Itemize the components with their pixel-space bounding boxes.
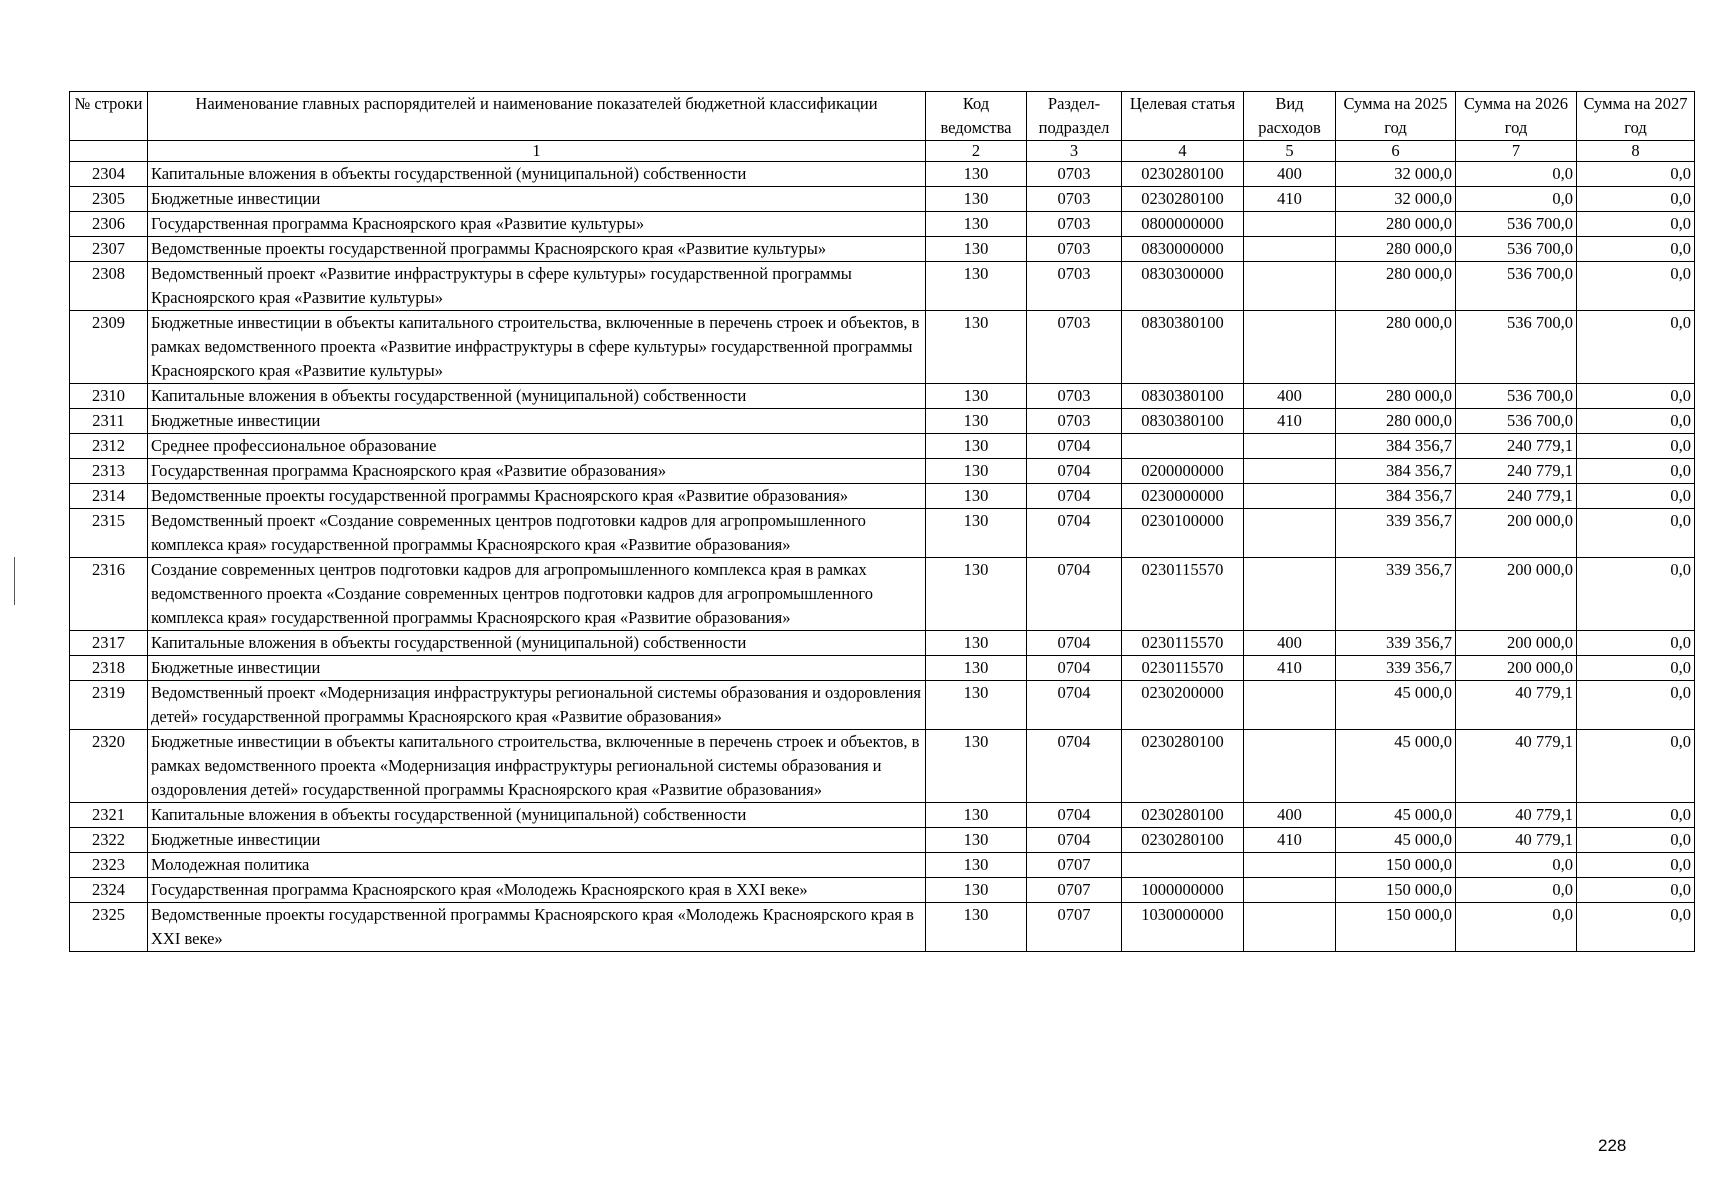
target-article-cell: 0830000000 xyxy=(1122,237,1244,262)
expense-type-cell xyxy=(1244,878,1336,903)
column-index: 3 xyxy=(1027,141,1122,162)
table-row xyxy=(70,730,1695,803)
target-article-cell xyxy=(1122,853,1244,878)
target-article-cell: 0230280100 xyxy=(1122,187,1244,212)
sum-2027-cell: 0,0 xyxy=(1577,730,1695,803)
expense-type-cell xyxy=(1244,212,1336,237)
sum-2025-cell: 150 000,0 xyxy=(1336,903,1456,952)
section-cell: 0707 xyxy=(1027,853,1122,878)
row-number-cell: 2320 xyxy=(70,730,148,803)
sum-2025-cell: 280 000,0 xyxy=(1336,311,1456,384)
target-article-cell: 0800000000 xyxy=(1122,212,1244,237)
sum-2026-cell: 200 000,0 xyxy=(1456,656,1577,681)
sum-2026-cell: 0,0 xyxy=(1456,187,1577,212)
page-number: 228 xyxy=(1598,1136,1627,1155)
dept-code-cell: 130 xyxy=(926,409,1027,434)
dept-code-cell: 130 xyxy=(926,558,1027,631)
table-body xyxy=(70,162,1695,952)
section-cell: 0704 xyxy=(1027,681,1122,730)
target-article-cell: 0230280100 xyxy=(1122,803,1244,828)
column-index-row xyxy=(70,141,1695,162)
row-name-cell: Бюджетные инвестиции xyxy=(148,187,926,212)
section-cell: 0703 xyxy=(1027,212,1122,237)
column-index: 1 xyxy=(148,141,926,162)
header-row-no: № строки xyxy=(70,92,148,141)
dept-code-cell: 130 xyxy=(926,237,1027,262)
target-article-cell: 0200000000 xyxy=(1122,459,1244,484)
target-article-cell: 0830380100 xyxy=(1122,384,1244,409)
sum-2025-cell: 339 356,7 xyxy=(1336,656,1456,681)
row-number-cell: 2305 xyxy=(70,187,148,212)
table-row xyxy=(70,558,1695,631)
sum-2027-cell: 0,0 xyxy=(1577,434,1695,459)
sum-2027-cell: 0,0 xyxy=(1577,558,1695,631)
row-number-cell: 2313 xyxy=(70,459,148,484)
sum-2027-cell: 0,0 xyxy=(1577,311,1695,384)
expense-type-cell: 410 xyxy=(1244,409,1336,434)
target-article-cell: 1000000000 xyxy=(1122,878,1244,903)
section-cell: 0703 xyxy=(1027,384,1122,409)
column-index: 5 xyxy=(1244,141,1336,162)
row-name-cell: Государственная программа Красноярского края «Развитие образования» xyxy=(148,459,926,484)
sum-2025-cell: 384 356,7 xyxy=(1336,459,1456,484)
header-section: Раздел-подраздел xyxy=(1027,92,1122,141)
row-number-cell: 2324 xyxy=(70,878,148,903)
section-cell: 0707 xyxy=(1027,878,1122,903)
dept-code-cell: 130 xyxy=(926,162,1027,187)
section-cell: 0704 xyxy=(1027,459,1122,484)
expense-type-cell: 400 xyxy=(1244,631,1336,656)
row-name-cell: Ведомственный проект «Создание современных центров подготовки кадров для агропромышленного комплекса края» государственной программы Красноярского края «Развитие образования» xyxy=(148,509,926,558)
sum-2027-cell: 0,0 xyxy=(1577,409,1695,434)
sum-2026-cell: 536 700,0 xyxy=(1456,311,1577,384)
section-cell: 0704 xyxy=(1027,803,1122,828)
table-row xyxy=(70,484,1695,509)
row-name-cell: Бюджетные инвестиции xyxy=(148,409,926,434)
target-article-cell: 0230100000 xyxy=(1122,509,1244,558)
budget-table xyxy=(69,91,1695,952)
dept-code-cell: 130 xyxy=(926,631,1027,656)
row-name-cell: Капитальные вложения в объекты государственной (муниципальной) собственности xyxy=(148,162,926,187)
sum-2027-cell: 0,0 xyxy=(1577,631,1695,656)
sum-2027-cell: 0,0 xyxy=(1577,237,1695,262)
sum-2026-cell: 40 779,1 xyxy=(1456,681,1577,730)
section-cell: 0704 xyxy=(1027,631,1122,656)
section-cell: 0704 xyxy=(1027,509,1122,558)
sum-2026-cell: 240 779,1 xyxy=(1456,484,1577,509)
table-row xyxy=(70,656,1695,681)
dept-code-cell: 130 xyxy=(926,311,1027,384)
target-article-cell: 0230000000 xyxy=(1122,484,1244,509)
header-exp-type: Вид расходов xyxy=(1244,92,1336,141)
row-name-cell: Ведомственные проекты государственной программы Красноярского края «Развитие культуры» xyxy=(148,237,926,262)
expense-type-cell: 400 xyxy=(1244,384,1336,409)
section-cell: 0704 xyxy=(1027,558,1122,631)
expense-type-cell xyxy=(1244,558,1336,631)
row-number-cell: 2325 xyxy=(70,903,148,952)
column-index: 6 xyxy=(1336,141,1456,162)
expense-type-cell xyxy=(1244,853,1336,878)
sum-2027-cell: 0,0 xyxy=(1577,262,1695,311)
row-name-cell: Ведомственные проекты государственной программы Красноярского края «Развитие образования» xyxy=(148,484,926,509)
table-row xyxy=(70,311,1695,384)
header-sum-2027: Сумма на 2027 год xyxy=(1577,92,1695,141)
sum-2025-cell: 280 000,0 xyxy=(1336,409,1456,434)
dept-code-cell: 130 xyxy=(926,262,1027,311)
sum-2026-cell: 240 779,1 xyxy=(1456,459,1577,484)
target-article-cell: 0230115570 xyxy=(1122,631,1244,656)
row-number-cell: 2309 xyxy=(70,311,148,384)
sum-2027-cell: 0,0 xyxy=(1577,509,1695,558)
sum-2026-cell: 536 700,0 xyxy=(1456,409,1577,434)
row-number-cell: 2322 xyxy=(70,828,148,853)
row-number-cell: 2310 xyxy=(70,384,148,409)
section-cell: 0707 xyxy=(1027,903,1122,952)
row-number-cell: 2304 xyxy=(70,162,148,187)
sum-2026-cell: 200 000,0 xyxy=(1456,631,1577,656)
sum-2025-cell: 45 000,0 xyxy=(1336,681,1456,730)
section-cell: 0703 xyxy=(1027,409,1122,434)
sum-2027-cell: 0,0 xyxy=(1577,681,1695,730)
table-row xyxy=(70,409,1695,434)
row-number-cell: 2319 xyxy=(70,681,148,730)
sum-2027-cell: 0,0 xyxy=(1577,484,1695,509)
section-cell: 0704 xyxy=(1027,434,1122,459)
sum-2025-cell: 45 000,0 xyxy=(1336,828,1456,853)
margin-mark xyxy=(14,557,15,605)
sum-2027-cell: 0,0 xyxy=(1577,212,1695,237)
sum-2025-cell: 384 356,7 xyxy=(1336,484,1456,509)
expense-type-cell xyxy=(1244,311,1336,384)
sum-2026-cell: 0,0 xyxy=(1456,903,1577,952)
column-index: 7 xyxy=(1456,141,1577,162)
table-row xyxy=(70,631,1695,656)
table-row xyxy=(70,384,1695,409)
header-row xyxy=(70,92,1695,141)
column-index: 8 xyxy=(1577,141,1695,162)
target-article-cell: 0830380100 xyxy=(1122,409,1244,434)
table-row xyxy=(70,878,1695,903)
row-name-cell: Ведомственные проекты государственной программы Красноярского края «Молодежь Красноярского края в XXI веке» xyxy=(148,903,926,952)
sum-2026-cell: 40 779,1 xyxy=(1456,730,1577,803)
sum-2026-cell: 240 779,1 xyxy=(1456,434,1577,459)
sum-2025-cell: 280 000,0 xyxy=(1336,262,1456,311)
table-row xyxy=(70,509,1695,558)
dept-code-cell: 130 xyxy=(926,681,1027,730)
table-row xyxy=(70,828,1695,853)
row-number-cell: 2306 xyxy=(70,212,148,237)
target-article-cell: 0230280100 xyxy=(1122,828,1244,853)
target-article-cell: 0230115570 xyxy=(1122,558,1244,631)
expense-type-cell xyxy=(1244,262,1336,311)
dept-code-cell: 130 xyxy=(926,459,1027,484)
sum-2026-cell: 536 700,0 xyxy=(1456,212,1577,237)
row-name-cell: Молодежная политика xyxy=(148,853,926,878)
target-article-cell: 0230115570 xyxy=(1122,656,1244,681)
sum-2025-cell: 280 000,0 xyxy=(1336,237,1456,262)
row-number-cell: 2318 xyxy=(70,656,148,681)
table-row xyxy=(70,803,1695,828)
sum-2025-cell: 45 000,0 xyxy=(1336,730,1456,803)
row-name-cell: Государственная программа Красноярского края «Развитие культуры» xyxy=(148,212,926,237)
section-cell: 0703 xyxy=(1027,237,1122,262)
sum-2027-cell: 0,0 xyxy=(1577,459,1695,484)
row-name-cell: Бюджетные инвестиции xyxy=(148,656,926,681)
section-cell: 0704 xyxy=(1027,730,1122,803)
expense-type-cell: 400 xyxy=(1244,803,1336,828)
sum-2027-cell: 0,0 xyxy=(1577,878,1695,903)
row-number-cell: 2307 xyxy=(70,237,148,262)
row-name-cell: Ведомственный проект «Развитие инфраструктуры в сфере культуры» государственной программы Красноярского края «Развитие культуры» xyxy=(148,262,926,311)
row-number-cell: 2316 xyxy=(70,558,148,631)
sum-2026-cell: 0,0 xyxy=(1456,162,1577,187)
header-dept-code: Код ведомства xyxy=(926,92,1027,141)
target-article-cell: 0230280100 xyxy=(1122,162,1244,187)
sum-2026-cell: 0,0 xyxy=(1456,878,1577,903)
expense-type-cell xyxy=(1244,730,1336,803)
row-name-cell: Бюджетные инвестиции в объекты капитального строительства, включенные в перечень строек и объектов, в рамках ведомственного проекта «Развитие инфраструктуры в сфере культуры» государственной программы Красноярского края «Развитие культуры» xyxy=(148,311,926,384)
dept-code-cell: 130 xyxy=(926,509,1027,558)
column-index-empty xyxy=(70,141,148,162)
sum-2025-cell: 150 000,0 xyxy=(1336,878,1456,903)
sum-2026-cell: 536 700,0 xyxy=(1456,237,1577,262)
target-article-cell: 0830380100 xyxy=(1122,311,1244,384)
expense-type-cell: 410 xyxy=(1244,656,1336,681)
sum-2025-cell: 339 356,7 xyxy=(1336,631,1456,656)
sum-2025-cell: 32 000,0 xyxy=(1336,162,1456,187)
sum-2025-cell: 339 356,7 xyxy=(1336,558,1456,631)
header-sum-2025: Сумма на 2025 год xyxy=(1336,92,1456,141)
target-article-cell: 1030000000 xyxy=(1122,903,1244,952)
dept-code-cell: 130 xyxy=(926,878,1027,903)
row-number-cell: 2317 xyxy=(70,631,148,656)
row-name-cell: Среднее профессиональное образование xyxy=(148,434,926,459)
row-name-cell: Капитальные вложения в объекты государственной (муниципальной) собственности xyxy=(148,631,926,656)
sum-2025-cell: 339 356,7 xyxy=(1336,509,1456,558)
dept-code-cell: 130 xyxy=(926,384,1027,409)
target-article-cell: 0230280100 xyxy=(1122,730,1244,803)
dept-code-cell: 130 xyxy=(926,656,1027,681)
row-name-cell: Ведомственный проект «Модернизация инфраструктуры региональной системы образования и оздоровления детей» государственной программы Красноярского края «Развитие образования» xyxy=(148,681,926,730)
table-row xyxy=(70,262,1695,311)
row-name-cell: Государственная программа Красноярского края «Молодежь Красноярского края в XXI веке» xyxy=(148,878,926,903)
sum-2027-cell: 0,0 xyxy=(1577,803,1695,828)
sum-2025-cell: 280 000,0 xyxy=(1336,212,1456,237)
row-name-cell: Создание современных центров подготовки кадров для агропромышленного комплекса края в рамках ведомственного проекта «Создание современных центров подготовки кадров для агропромышленного комплекса края» государственной программы Красноярского края «Развитие образования» xyxy=(148,558,926,631)
section-cell: 0704 xyxy=(1027,656,1122,681)
target-article-cell xyxy=(1122,434,1244,459)
expense-type-cell: 410 xyxy=(1244,187,1336,212)
row-number-cell: 2323 xyxy=(70,853,148,878)
section-cell: 0704 xyxy=(1027,484,1122,509)
section-cell: 0703 xyxy=(1027,162,1122,187)
dept-code-cell: 130 xyxy=(926,484,1027,509)
row-name-cell: Капитальные вложения в объекты государственной (муниципальной) собственности xyxy=(148,384,926,409)
row-name-cell: Капитальные вложения в объекты государственной (муниципальной) собственности xyxy=(148,803,926,828)
expense-type-cell xyxy=(1244,903,1336,952)
row-number-cell: 2312 xyxy=(70,434,148,459)
table-row xyxy=(70,681,1695,730)
section-cell: 0703 xyxy=(1027,187,1122,212)
sum-2027-cell: 0,0 xyxy=(1577,656,1695,681)
sum-2025-cell: 384 356,7 xyxy=(1336,434,1456,459)
expense-type-cell xyxy=(1244,509,1336,558)
sum-2025-cell: 150 000,0 xyxy=(1336,853,1456,878)
row-name-cell: Бюджетные инвестиции в объекты капитального строительства, включенные в перечень строек и объектов, в рамках ведомственного проекта «Модернизация инфраструктуры региональной системы образования и оздоровления детей» государственной программы Красноярского края «Развитие образования» xyxy=(148,730,926,803)
expense-type-cell xyxy=(1244,434,1336,459)
row-number-cell: 2315 xyxy=(70,509,148,558)
sum-2027-cell: 0,0 xyxy=(1577,162,1695,187)
sum-2025-cell: 32 000,0 xyxy=(1336,187,1456,212)
sum-2025-cell: 45 000,0 xyxy=(1336,803,1456,828)
column-index: 4 xyxy=(1122,141,1244,162)
sum-2026-cell: 0,0 xyxy=(1456,853,1577,878)
table-row xyxy=(70,853,1695,878)
table-row xyxy=(70,212,1695,237)
header-target: Целевая статья xyxy=(1122,92,1244,141)
sum-2027-cell: 0,0 xyxy=(1577,853,1695,878)
target-article-cell: 0230200000 xyxy=(1122,681,1244,730)
dept-code-cell: 130 xyxy=(926,212,1027,237)
header-name: Наименование главных распорядителей и наименование показателей бюджетной классификации xyxy=(148,92,926,141)
expense-type-cell xyxy=(1244,484,1336,509)
expense-type-cell xyxy=(1244,681,1336,730)
sum-2026-cell: 40 779,1 xyxy=(1456,803,1577,828)
header-sum-2026: Сумма на 2026 год xyxy=(1456,92,1577,141)
row-number-cell: 2314 xyxy=(70,484,148,509)
sum-2026-cell: 536 700,0 xyxy=(1456,262,1577,311)
row-name-cell: Бюджетные инвестиции xyxy=(148,828,926,853)
sum-2026-cell: 40 779,1 xyxy=(1456,828,1577,853)
sum-2026-cell: 200 000,0 xyxy=(1456,509,1577,558)
expense-type-cell: 410 xyxy=(1244,828,1336,853)
table-row xyxy=(70,903,1695,952)
target-article-cell: 0830300000 xyxy=(1122,262,1244,311)
sum-2026-cell: 536 700,0 xyxy=(1456,384,1577,409)
dept-code-cell: 130 xyxy=(926,828,1027,853)
section-cell: 0704 xyxy=(1027,828,1122,853)
dept-code-cell: 130 xyxy=(926,903,1027,952)
table-row xyxy=(70,162,1695,187)
dept-code-cell: 130 xyxy=(926,187,1027,212)
row-number-cell: 2308 xyxy=(70,262,148,311)
row-number-cell: 2311 xyxy=(70,409,148,434)
sum-2027-cell: 0,0 xyxy=(1577,828,1695,853)
sum-2025-cell: 280 000,0 xyxy=(1336,384,1456,409)
section-cell: 0703 xyxy=(1027,311,1122,384)
table-row xyxy=(70,237,1695,262)
dept-code-cell: 130 xyxy=(926,434,1027,459)
dept-code-cell: 130 xyxy=(926,853,1027,878)
sum-2026-cell: 200 000,0 xyxy=(1456,558,1577,631)
sum-2027-cell: 0,0 xyxy=(1577,384,1695,409)
dept-code-cell: 130 xyxy=(926,803,1027,828)
expense-type-cell xyxy=(1244,237,1336,262)
sum-2027-cell: 0,0 xyxy=(1577,187,1695,212)
table-row xyxy=(70,187,1695,212)
expense-type-cell: 400 xyxy=(1244,162,1336,187)
expense-type-cell xyxy=(1244,459,1336,484)
sum-2027-cell: 0,0 xyxy=(1577,903,1695,952)
dept-code-cell: 130 xyxy=(926,730,1027,803)
row-number-cell: 2321 xyxy=(70,803,148,828)
section-cell: 0703 xyxy=(1027,262,1122,311)
table-row xyxy=(70,459,1695,484)
column-index: 2 xyxy=(926,141,1027,162)
table-row xyxy=(70,434,1695,459)
